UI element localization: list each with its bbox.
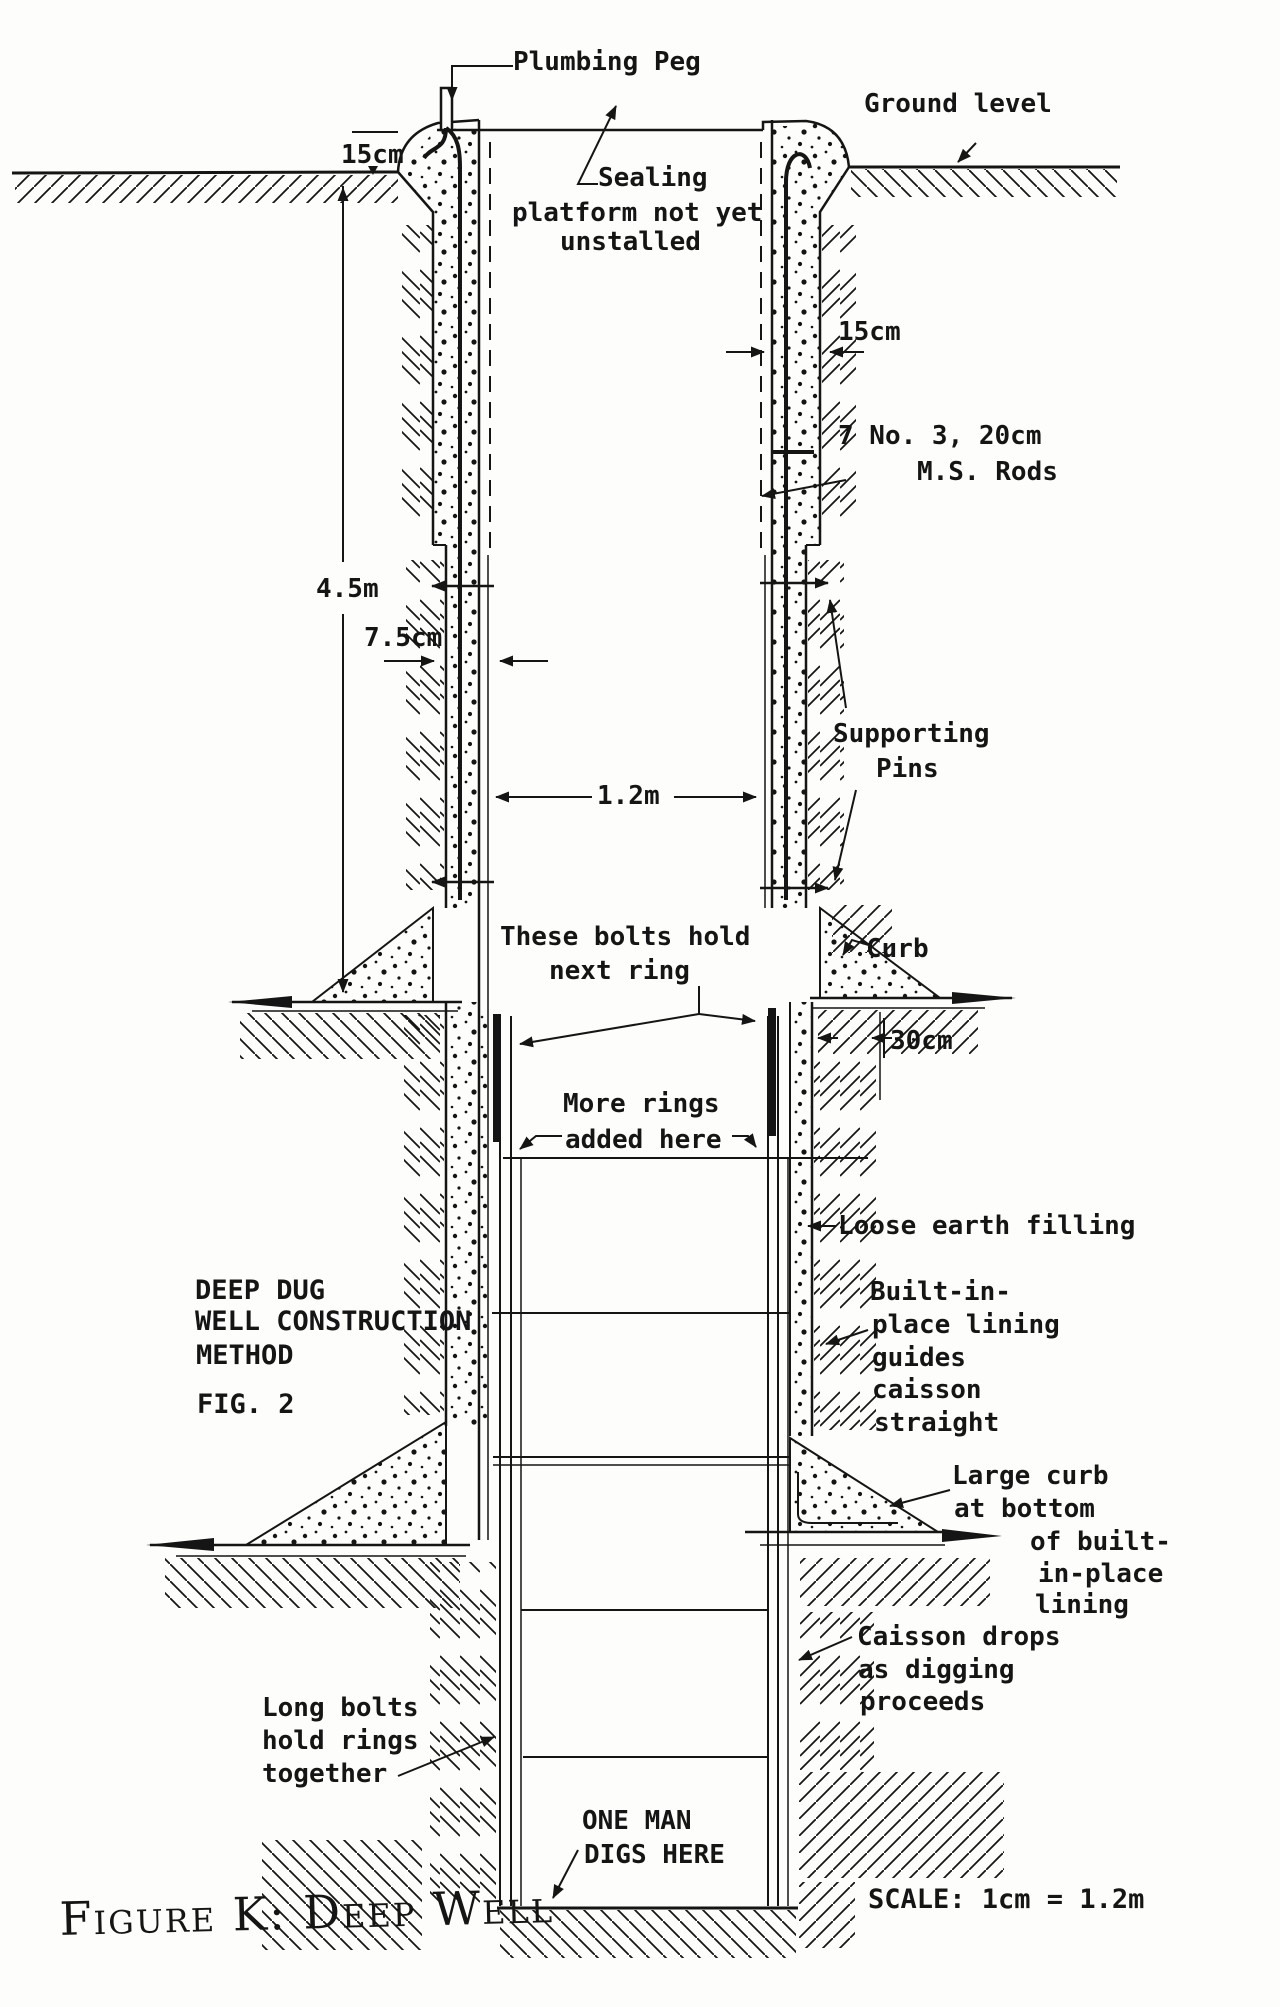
label-caisson-drops-3: proceeds: [860, 1687, 986, 1717]
label-large-curb-2: at bottom: [954, 1494, 1095, 1524]
text-labels: [59, 47, 1171, 1946]
large-curb-arrow: [890, 1490, 950, 1506]
label-15cm-left: 15cm: [341, 140, 404, 170]
plumbing-peg-arrow: [452, 66, 513, 100]
label-large-curb-5: lining: [1035, 1590, 1129, 1620]
label-sealing-2: platform not yet: [512, 198, 763, 228]
one-man-arrow: [553, 1850, 578, 1898]
label-30cm: 30cm: [890, 1026, 953, 1056]
label-more-rings-2: added here: [565, 1125, 722, 1155]
label-built-3: guides: [872, 1343, 966, 1373]
label-one-man-2: DIGS HERE: [584, 1840, 725, 1870]
label-sealing-1: Sealing: [598, 163, 708, 193]
label-supporting-2: Pins: [876, 754, 939, 784]
label-method-3: METHOD: [196, 1340, 294, 1371]
label-long-bolts-1: Long bolts: [262, 1693, 419, 1723]
label-sealing-3: unstalled: [560, 227, 701, 257]
supporting-pins: [432, 583, 828, 888]
plumbing-peg: [441, 88, 452, 130]
lower-lining: [404, 1002, 880, 1436]
label-method-1: DEEP DUG: [195, 1275, 326, 1306]
label-one-man-1: ONE MAN: [582, 1806, 692, 1836]
label-7-5cm: 7.5cm: [364, 623, 443, 653]
label-rods-1: 7 No. 3, 20cm: [838, 421, 1042, 451]
label-long-bolts-2: hold rings: [262, 1726, 419, 1756]
label-method-2: WELL CONSTRUCTION: [195, 1306, 472, 1337]
bolts-arrow-left: [520, 1014, 699, 1044]
label-bolts-2: next ring: [549, 956, 690, 986]
label-large-curb-1: Large curb: [952, 1461, 1109, 1491]
label-built-1: Built-in-: [870, 1277, 1011, 1307]
label-1-2m: 1.2m: [597, 781, 660, 811]
more-rings-arrow-left: [520, 1136, 562, 1149]
label-built-2: place lining: [872, 1310, 1060, 1340]
label-supporting-1: Supporting: [833, 719, 990, 749]
label-bolts-1: These bolts hold: [500, 922, 751, 952]
large-curb-left: [146, 1422, 470, 1608]
label-long-bolts-3: together: [262, 1759, 388, 1789]
label-caisson-drops-2: as digging: [858, 1655, 1015, 1685]
ground-level-arrow: [958, 143, 976, 162]
label-loose-earth: Loose earth filling: [838, 1211, 1136, 1241]
label-plumbing-peg: Plumbing Peg: [513, 47, 701, 77]
label-caisson-drops-1: Caisson drops: [857, 1622, 1061, 1652]
label-large-curb-4: in-place: [1038, 1559, 1164, 1589]
label-fig-2: FIG. 2: [197, 1389, 295, 1420]
figure-caption: Figure K: Deep Well: [58, 1879, 555, 1946]
label-rods-2: M.S. Rods: [917, 457, 1058, 487]
more-rings-arrow-right: [732, 1136, 756, 1147]
label-built-4: caisson: [872, 1375, 982, 1405]
label-4-5m: 4.5m: [316, 574, 379, 604]
label-scale: SCALE: 1cm = 1.2m: [868, 1884, 1145, 1915]
right-lining-wall: [761, 120, 856, 908]
label-more-rings-1: More rings: [563, 1089, 720, 1119]
label-ground-level: Ground level: [864, 89, 1052, 119]
label-large-curb-3: of built-: [1030, 1527, 1171, 1557]
label-curb: Curb: [866, 934, 929, 964]
label-15cm-right: 15cm: [838, 317, 901, 347]
bolts-arrow-right: [699, 1014, 755, 1021]
label-built-5: straight: [874, 1408, 1000, 1438]
